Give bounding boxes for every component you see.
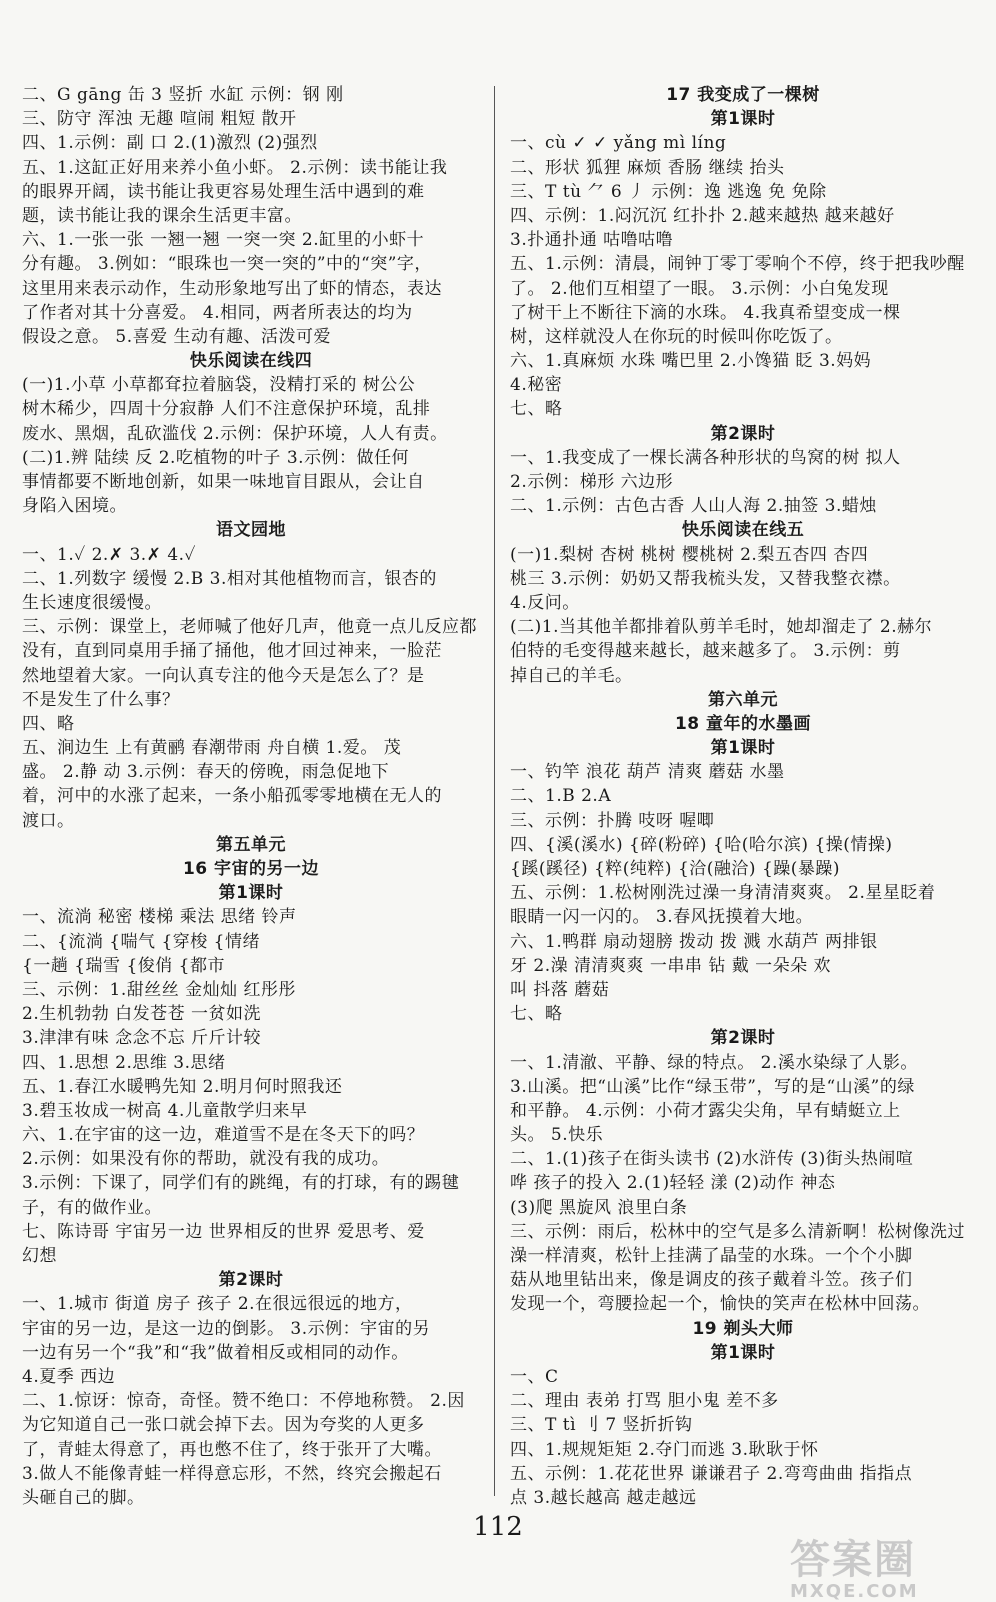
answer-line: 假设之意。 5.喜爱 生动有趣、活泼可爱 [22, 326, 332, 347]
answer-line: 七、略 [510, 399, 563, 420]
answer-line: 四、1.示例：副 口 2.(1)激烈 (2)强烈 [22, 133, 318, 154]
answer-line: 牙 2.澡 清清爽爽 一串串 钻 戴 一朵朵 欢 [510, 955, 832, 976]
answer-line: 叫 抖落 蘑菇 [510, 979, 610, 1000]
answer-line: 菇从地里钻出来，像是调皮的孩子戴着斗笠。孩子们 [510, 1270, 913, 1291]
answer-line: 四、示例：1.闷沉沉 红扑扑 2.越来越热 越来越好 [510, 205, 895, 226]
answer-line: 3.山溪。把“山溪”比作“绿玉带”，写的是“山溪”的绿 [510, 1076, 915, 1097]
answer-line: 五、示例：1.花花世界 谦谦君子 2.弯弯曲曲 指指点 [510, 1463, 913, 1484]
answer-line: 哗 孩子的投入 2.(1)轻轻 漾 (2)动作 神态 [510, 1173, 836, 1194]
answer-line: 幻想 [22, 1246, 57, 1266]
answer-line: 二、理由 表弟 打骂 胆小鬼 差不多 [510, 1391, 779, 1412]
answer-line: 三、示例：课堂上，老师喊了他好几声，他竟一点儿反应都 [22, 617, 477, 638]
answer-line: 4.夏季 西边 [22, 1366, 116, 1387]
answer-line: 生长速度很缓慢。 [22, 592, 162, 613]
answer-line: (一)1.梨树 杏树 桃树 樱桃树 2.梨五杏四 杏四 [510, 544, 869, 565]
section-heading: 16 宇宙的另一边 [182, 859, 320, 879]
page-number: 112 [473, 1512, 523, 1542]
answer-line: 了作者对其十分喜爱。 4.相同，两者所表达的均为 [22, 302, 413, 323]
answer-line: 3.津津有味 念念不忘 斤斤计较 [22, 1028, 262, 1049]
answer-line: 六、1.鸭群 扇动翅膀 拨动 拨 溅 水葫芦 两排银 [510, 931, 878, 952]
answer-line: 二、1.惊讶：惊奇，奇怪。赞不绝口：不停地称赞。 2.因 [22, 1391, 465, 1412]
answer-line: 3.碧玉妆成一树高 4.儿童散学归来早 [22, 1100, 308, 1121]
answer-line: 树木稀少，四周十分寂静 人们不注意保护环境，乱排 [22, 399, 431, 420]
answer-line: 树，这样就没人在你玩的时候叫你吃饭了。 [510, 326, 843, 347]
answer-line: 为它知道自己一张口就会掉下去。因为夸奖的人更多 [22, 1415, 425, 1436]
section-heading: 第1课时 [710, 109, 776, 130]
answer-line: 这里用来表示动作，生动形象地写出了虾的情态，表达 [22, 278, 442, 299]
answer-line: 伯特的毛变得越来越长，越来越多了。 3.示例：剪 [510, 641, 901, 662]
answer-line: 宇宙的另一边，是这一边的倒影。 3.示例：宇宙的另 [22, 1318, 431, 1339]
watermark-logo [790, 1528, 986, 1602]
answer-line: 没有，直到同桌用手捅了捅他，他才回过神来，一脸茫 [22, 641, 442, 662]
section-heading: 17 我变成了一棵树 [666, 85, 820, 105]
answer-line: 一、1.我变成了一棵长满各种形状的鸟窝的树 拟人 [510, 447, 901, 468]
right-column [510, 83, 976, 1510]
answer-line: 五、1.春江水暖鸭先知 2.明月何时照我还 [22, 1076, 343, 1097]
answer-line: 三、示例：扑腾 吱呀 喔唧 [510, 810, 715, 831]
answer-line: (二)1.当其他羊都排着队剪羊毛时，她却溜走了 2.赫尔 [510, 617, 933, 638]
answer-line: 3.扑通扑通 咕噜咕噜 [510, 230, 674, 251]
answer-line: 2.示例：梯形 六边形 [510, 472, 674, 492]
answer-line: 三、示例：1.甜丝丝 金灿灿 红彤彤 [22, 979, 297, 1000]
answer-line: 七、陈诗哥 宇宙另一边 世界相反的世界 爱思考、爱 [22, 1221, 425, 1242]
left-column [22, 83, 480, 1510]
answer-line: 眼睛一闪一闪的。 3.春风抚摸着大地。 [510, 907, 814, 928]
section-heading: 第1课时 [710, 1342, 776, 1363]
answer-line: 4.反问。 [510, 592, 580, 613]
answer-line: 不是发生了什么事？ [22, 689, 180, 710]
answer-line: 然地望着大家。一向认真专注的他今天是怎么了？是 [22, 665, 425, 686]
answer-line: 发现一个，弯腰捡起一个，愉快的笑声在松林中回荡。 [510, 1294, 930, 1315]
answer-line: 四、略 [22, 713, 75, 734]
answer-line: 二、1.列数字 缓慢 2.B 3.相对其他植物而言，银杏的 [22, 568, 437, 589]
answer-line: 三、示例：雨后，松林中的空气是多么清新啊！松树像洗过 [510, 1221, 965, 1242]
section-heading: 19 剃头大师 [692, 1318, 794, 1339]
answer-line: 三、T tì 刂 7 竖折折钩 [510, 1415, 693, 1436]
answer-line: 一边有另一个“我”和“我”做着相反或相同的动作。 [22, 1342, 409, 1363]
section-heading: 第2课时 [218, 1270, 284, 1291]
answer-line: 六、1.一张一张 一翘一翘 一突一突 2.缸里的小虾十 [22, 230, 425, 251]
section-heading: 18 童年的水墨画 [674, 713, 812, 734]
section-heading: 第2课时 [710, 423, 776, 444]
answer-line: (二)1.辨 陆续 反 2.吃植物的叶子 3.示例：做任何 [22, 447, 410, 468]
answer-line: 着，河中的水涨了起来，一条小船孤零零地横在无人的 [22, 786, 442, 807]
answer-line: 二、G gāng 缶 3 竖折 水缸 示例：钢 刚 [22, 85, 344, 105]
watermark-text: 答案圈 [790, 1537, 916, 1583]
answer-line: 头砸自己的脚。 [22, 1487, 145, 1508]
section-heading: 第五单元 [216, 834, 286, 855]
answer-line: 澡一样清爽，松针上挂满了晶莹的水珠。一个个小脚 [510, 1246, 913, 1266]
answer-line: 废水、黑烟，乱砍滥伐 2.示例：保护环境，人人有责。 [22, 423, 448, 444]
answer-line: (3)爬 黑旋风 浪里白条 [510, 1197, 688, 1218]
answer-line: 四、1.思想 2.思维 3.思绪 [22, 1052, 226, 1073]
answer-line: 和平静。 4.示例：小荷才露尖尖角，早有蜻蜓立上 [510, 1100, 901, 1121]
answer-line: 3.做人不能像青蛙一样得意忘形，不然，终究会搬起石 [22, 1463, 442, 1484]
answer-line: (一)1.小草 小草都耷拉着脑袋，没精打采的 树公公 [22, 375, 416, 396]
answer-line: 一、1.城市 街道 房子 孩子 2.在很远很远的地方， [22, 1294, 413, 1315]
answer-line: 一、1.✓ 2.✗ 3.✗ 4.✓ [22, 544, 197, 565]
answer-line: 头。 5.快乐 [510, 1125, 604, 1146]
answer-line: 一、钓竿 浪花 葫芦 清爽 蘑菇 水墨 [510, 762, 785, 783]
answer-line: 4.秘密 [510, 375, 563, 396]
answer-line: 2.示例：如果没有你的帮助，就没有我的成功。 [22, 1149, 390, 1170]
answer-line: 点 3.越长越高 越走越远 [510, 1487, 697, 1508]
answer-line: 四、{溪(溪水) {碎(粉碎) {哈(哈尔滨) {操(情操) [510, 834, 893, 855]
answer-line: {蹊(蹊径) {粹(纯粹) {洽(融洽) {躁(暴躁) [510, 859, 841, 879]
answer-line: 身陷入困境。 [22, 496, 127, 517]
answer-line: 二、形状 狐狸 麻烦 香肠 继续 抬头 [510, 157, 785, 178]
answer-line: 了树干上不断往下滴的水珠。 4.我真希望变成一棵 [510, 302, 901, 323]
answer-line: 二、1.B 2.A [510, 786, 612, 807]
answer-line: 六、1.在宇宙的这一边，难道雪不是在冬天下的吗？ [22, 1125, 425, 1146]
answer-line: 2.生机勃勃 白发苍苍 一贫如洗 [22, 1004, 262, 1025]
answer-line: {一趟 {瑞雪 {俊俏 {都市 [22, 955, 225, 976]
answer-line: 一、C [510, 1366, 559, 1387]
watermark-url: MXQE.COM [790, 1581, 919, 1602]
section-heading: 第2课时 [710, 1028, 776, 1049]
answer-line: 盛。 2.静 动 3.示例：春天的傍晚，雨急促地下 [22, 762, 390, 783]
answer-line: 二、1.(1)孩子在街头读书 (2)水浒传 (3)街头热闹喧 [510, 1149, 914, 1170]
answer-line: 一、cù ✓ ✓ yǎng mì líng [510, 133, 727, 154]
answer-line: 三、防守 浑浊 无趣 喧闹 粗短 散开 [22, 109, 297, 130]
answer-line: 分有趣。 3.例如：“眼珠也一突一突的”中的“突”字， [22, 254, 432, 275]
section-heading: 快乐阅读在线四 [189, 351, 313, 372]
section-heading: 语文园地 [216, 520, 286, 541]
answer-line: 掉自己的羊毛。 [510, 665, 633, 686]
answer-line: 事情都要不断地创新，如果一味地盲目跟从，会让自 [22, 472, 425, 492]
answer-line: 五、1.这缸正好用来养小鱼小虾。 2.示例：读书能让我 [22, 157, 448, 178]
answer-line: 3.示例：下课了，同学们有的跳绳，有的打球，有的踢毽 [22, 1173, 460, 1194]
section-heading: 第六单元 [708, 689, 778, 710]
answer-line: 桃三 3.示例：奶奶又帮我梳头发，又替我整衣襟。 [510, 568, 901, 589]
answer-line: 的眼界开阔，读书能让我更容易处理生活中遇到的难 [22, 181, 425, 202]
answer-line: 题，读书能让我的课余生活更丰富。 [22, 205, 302, 226]
section-heading: 第1课时 [710, 738, 776, 759]
answer-line: 五、1.示例：清晨，闹钟丁零丁零响个不停，终于把我吵醒 [510, 254, 965, 275]
answer-line: 渡口。 [22, 810, 75, 831]
answer-line: 六、1.真麻烦 水珠 嘴巴里 2.小馋猫 眨 3.妈妈 [510, 351, 872, 372]
answer-line: 了。 2.他们互相望了一眼。 3.示例：小白兔发现 [510, 278, 889, 299]
column-divider [494, 86, 495, 1496]
answer-line: 五、涧边生 上有黄鹂 春潮带雨 舟自横 1.爱。 茂 [22, 738, 402, 759]
answer-line: 一、流淌 秘密 楼梯 乘法 思绪 铃声 [22, 907, 297, 928]
answer-line: 五、示例：1.松树刚洗过澡一身清清爽爽。 2.星星眨着 [510, 883, 936, 904]
section-heading: 第1课时 [218, 883, 284, 904]
answer-line: 四、1.规规矩矩 2.夺门而逃 3.耿耿于怀 [510, 1439, 819, 1460]
section-heading: 快乐阅读在线五 [681, 520, 805, 541]
answer-line: 三、T tù ⺈ 6 丿 示例：逸 逃逸 免 免除 [510, 181, 827, 202]
answer-line: 二、{流淌 {喘气 {穿梭 {情绪 [22, 931, 260, 952]
answer-line: 七、略 [510, 1004, 563, 1025]
answer-line: 子，有的做作业。 [22, 1197, 162, 1218]
answer-line: 了，青蛙太得意了，再也憋不住了，终于张开了大嘴。 [22, 1439, 442, 1460]
answer-line: 一、1.清澈、平静、绿的特点。 2.溪水染绿了人影。 [510, 1052, 918, 1073]
answer-line: 二、1.示例：古色古香 人山人海 2.抽签 3.蜡烛 [510, 496, 877, 517]
